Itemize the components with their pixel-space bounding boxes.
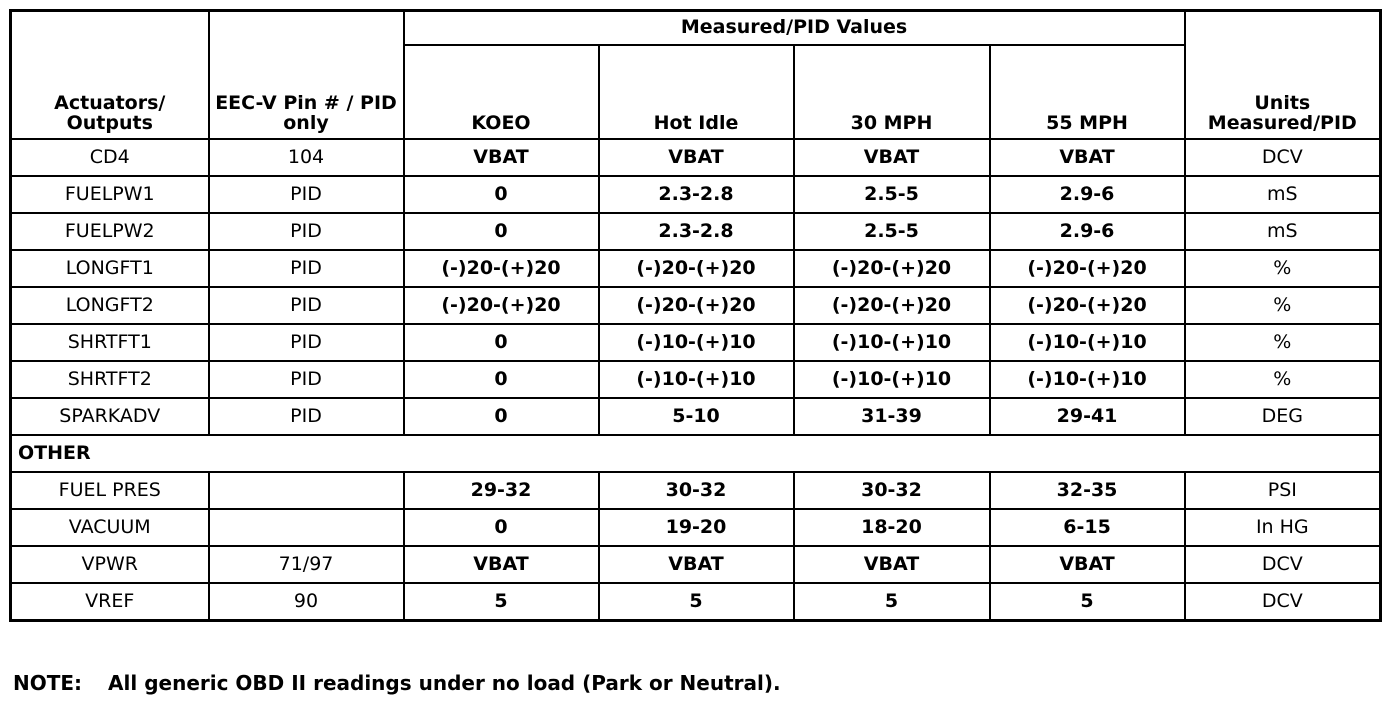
koeo-value: 0 xyxy=(404,398,599,435)
30-mph-value: 2.5-5 xyxy=(794,213,990,250)
55-mph-value: 29-41 xyxy=(990,398,1185,435)
koeo-value: 0 xyxy=(404,176,599,213)
unit-value: DCV xyxy=(1185,546,1381,583)
table-row xyxy=(11,324,1381,361)
pin-value: PID xyxy=(209,250,404,287)
hot-idle-value: (-)10-(+)10 xyxy=(599,361,794,398)
header-30-mph: 30 MPH xyxy=(794,45,990,139)
unit-value: % xyxy=(1185,287,1381,324)
table-row xyxy=(11,250,1381,287)
header-55-mph: 55 MPH xyxy=(990,45,1185,139)
55-mph-value: (-)20-(+)20 xyxy=(990,287,1185,324)
55-mph-value: 32-35 xyxy=(990,472,1185,509)
table-row xyxy=(11,509,1381,546)
table-row xyxy=(11,176,1381,213)
header-measured-pid-values: Measured/PID Values xyxy=(404,11,1185,46)
unit-value: % xyxy=(1185,324,1381,361)
30-mph-value: 30-32 xyxy=(794,472,990,509)
unit-value: % xyxy=(1185,361,1381,398)
header-actuators-outputs: Actuators/ Outputs xyxy=(11,11,209,140)
hot-idle-value: VBAT xyxy=(599,139,794,176)
table-row xyxy=(11,583,1381,621)
actuator-name: FUELPW1 xyxy=(11,176,209,213)
30-mph-value: 5 xyxy=(794,583,990,621)
55-mph-value: (-)10-(+)10 xyxy=(990,324,1185,361)
unit-value: mS xyxy=(1185,213,1381,250)
30-mph-value: (-)10-(+)10 xyxy=(794,361,990,398)
55-mph-value: VBAT xyxy=(990,546,1185,583)
pin-value: PID xyxy=(209,361,404,398)
pid-values-table xyxy=(9,9,1382,622)
actuator-name: LONGFT1 xyxy=(11,250,209,287)
section-row-other xyxy=(11,435,1381,472)
unit-value: % xyxy=(1185,250,1381,287)
55-mph-value: VBAT xyxy=(990,139,1185,176)
actuator-name: SHRTFT1 xyxy=(11,324,209,361)
koeo-value: 0 xyxy=(404,509,599,546)
hot-idle-value: 2.3-2.8 xyxy=(599,213,794,250)
hot-idle-value: (-)20-(+)20 xyxy=(599,287,794,324)
unit-value: In HG xyxy=(1185,509,1381,546)
hot-idle-value: VBAT xyxy=(599,546,794,583)
header-hot-idle: Hot Idle xyxy=(599,45,794,139)
hot-idle-value: 2.3-2.8 xyxy=(599,176,794,213)
hot-idle-value: 19-20 xyxy=(599,509,794,546)
koeo-value: 0 xyxy=(404,324,599,361)
unit-value: PSI xyxy=(1185,472,1381,509)
pin-value xyxy=(209,509,404,546)
55-mph-value: 2.9-6 xyxy=(990,213,1185,250)
header-units-measured: Units Measured/PID xyxy=(1185,11,1381,140)
koeo-value: (-)20-(+)20 xyxy=(404,250,599,287)
table-row xyxy=(11,472,1381,509)
table-row xyxy=(11,361,1381,398)
koeo-value: (-)20-(+)20 xyxy=(404,287,599,324)
actuator-name: SHRTFT2 xyxy=(11,361,209,398)
unit-value: DCV xyxy=(1185,583,1381,621)
footnote xyxy=(13,671,781,695)
actuator-name: FUELPW2 xyxy=(11,213,209,250)
koeo-value: 0 xyxy=(404,361,599,398)
actuator-name: FUEL PRES xyxy=(11,472,209,509)
koeo-value: 5 xyxy=(404,583,599,621)
30-mph-value: VBAT xyxy=(794,546,990,583)
actuator-name: LONGFT2 xyxy=(11,287,209,324)
pin-value: PID xyxy=(209,213,404,250)
hot-idle-value: 5-10 xyxy=(599,398,794,435)
header-eec-pin-pid: EEC-V Pin # / PID only xyxy=(209,11,404,140)
hot-idle-value: 5 xyxy=(599,583,794,621)
header-koeo: KOEO xyxy=(404,45,599,139)
30-mph-value: VBAT xyxy=(794,139,990,176)
koeo-value: VBAT xyxy=(404,139,599,176)
table-row xyxy=(11,139,1381,176)
table-row xyxy=(11,398,1381,435)
table-row xyxy=(11,546,1381,583)
koeo-value: VBAT xyxy=(404,546,599,583)
hot-idle-value: (-)10-(+)10 xyxy=(599,324,794,361)
note-label: NOTE: xyxy=(13,671,83,695)
30-mph-value: 2.5-5 xyxy=(794,176,990,213)
unit-value: DCV xyxy=(1185,139,1381,176)
30-mph-value: (-)20-(+)20 xyxy=(794,287,990,324)
pin-value: PID xyxy=(209,287,404,324)
pin-value xyxy=(209,472,404,509)
pin-value: PID xyxy=(209,398,404,435)
55-mph-value: (-)20-(+)20 xyxy=(990,250,1185,287)
55-mph-value: (-)10-(+)10 xyxy=(990,361,1185,398)
actuator-name: VACUUM xyxy=(11,509,209,546)
30-mph-value: (-)10-(+)10 xyxy=(794,324,990,361)
55-mph-value: 2.9-6 xyxy=(990,176,1185,213)
pin-value: 104 xyxy=(209,139,404,176)
hot-idle-value: (-)20-(+)20 xyxy=(599,250,794,287)
koeo-value: 29-32 xyxy=(404,472,599,509)
unit-value: DEG xyxy=(1185,398,1381,435)
pin-value: PID xyxy=(209,324,404,361)
note-text: All generic OBD II readings under no load (Park or Neutral). xyxy=(108,671,781,695)
55-mph-value: 6-15 xyxy=(990,509,1185,546)
pin-value: 71/97 xyxy=(209,546,404,583)
30-mph-value: 31-39 xyxy=(794,398,990,435)
table-row xyxy=(11,287,1381,324)
30-mph-value: (-)20-(+)20 xyxy=(794,250,990,287)
pin-value: PID xyxy=(209,176,404,213)
unit-value: mS xyxy=(1185,176,1381,213)
actuator-name: VPWR xyxy=(11,546,209,583)
55-mph-value: 5 xyxy=(990,583,1185,621)
section-label-other: OTHER xyxy=(11,435,1381,472)
actuator-name: CD4 xyxy=(11,139,209,176)
hot-idle-value: 30-32 xyxy=(599,472,794,509)
actuator-name: SPARKADV xyxy=(11,398,209,435)
koeo-value: 0 xyxy=(404,213,599,250)
table-row xyxy=(11,213,1381,250)
actuator-name: VREF xyxy=(11,583,209,621)
30-mph-value: 18-20 xyxy=(794,509,990,546)
pin-value: 90 xyxy=(209,583,404,621)
